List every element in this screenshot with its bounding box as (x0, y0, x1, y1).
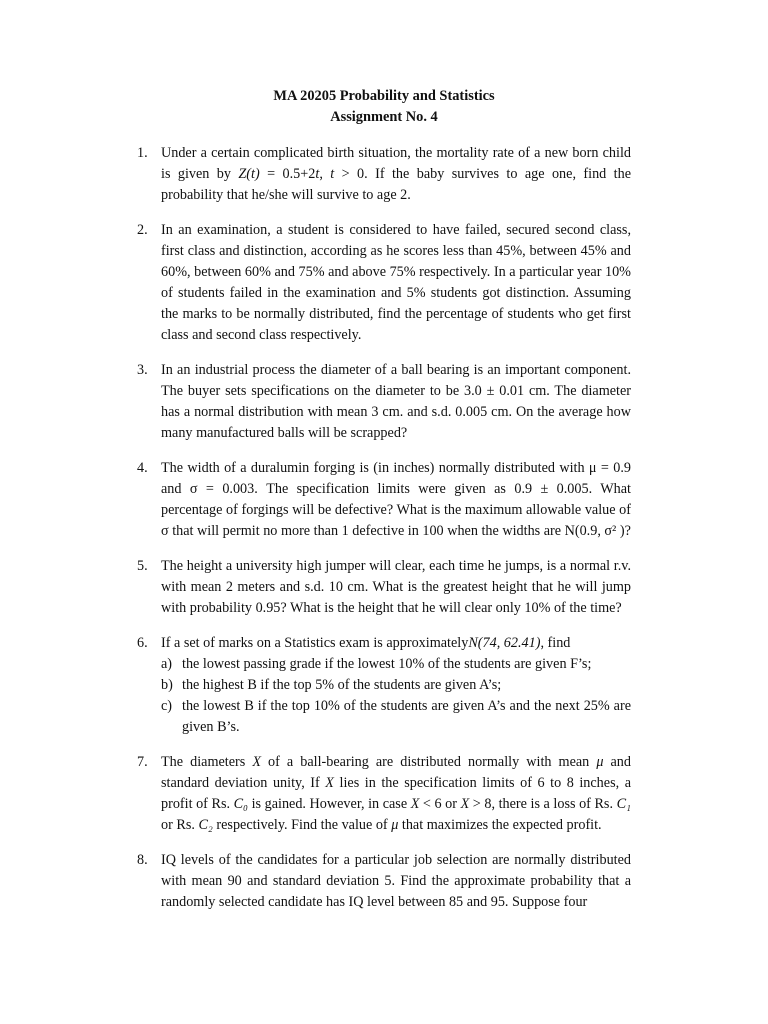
question-8 (137, 850, 631, 913)
question-number: 2. (137, 222, 148, 238)
question-text: Under a certain complicated birth situation, the mortality rate of a new born child is given by Z(t) = 0.5+2t, t > 0. If the baby survives to age one, find the probability that he/she will survive to age 2. (161, 145, 632, 203)
question-text: The diameters X of a ball-bearing are distributed normally with mean μ and standard deviation unity, If X lies in the specification limits of 6 to 8 inches, a profit of Rs. C₀ is gained. However, in case X < 6 or X > 8, there is a loss of Rs. C₁ or Rs. C₂ respectively. Find the value of μ that maximizes the expected profit. (161, 754, 631, 833)
course-title: MA 20205 Probability and Statistics (273, 88, 495, 104)
question-number: 6. (137, 635, 148, 651)
question-text: In an examination, a student is considered to have failed, secured second class, first class and distinction, according as he scores less than 45%, between 45% and 60%, between 60% and 75% and above 75% respectively. In a particular year 10% of students failed in the examination and 5% students got distinction. Assuming the marks to be normally distributed, find the percentage of students who get first class and second class respectively. (161, 222, 631, 343)
question-number: 3. (137, 362, 148, 378)
sub-question-text: the highest B if the top 5% of the students are given A’s; (182, 677, 502, 693)
question-text: IQ levels of the candidates for a particular job selection are normally distributed with mean 90 and standard deviation 5. Find the approximate probability that a randomly selected candidate has IQ level between 85 and 95. Suppose four (161, 852, 631, 910)
question-text: The height a university high jumper will clear, each time he jumps, is a normal r.v. with mean 2 meters and s.d. 10 cm. What is the greatest height that he will jump with probability 0.95? What is the height that he will clear only 10% of the time? (161, 558, 631, 616)
assignment-title: Assignment No. 4 (330, 109, 438, 125)
question-7 (137, 752, 631, 836)
question-6 (137, 633, 631, 738)
question-2 (137, 220, 631, 346)
question-number: 7. (137, 754, 148, 770)
document-header (0, 86, 768, 128)
question-text: If a set of marks on a Statistics exam is approximatelyN(74, 62.41), find (161, 635, 571, 651)
sub-question-text: the lowest B if the top 10% of the students are given A’s and the next 25% are given B’s. (182, 698, 631, 735)
sub-question-label: c) (161, 698, 173, 714)
question-text: The width of a duralumin forging is (in inches) normally distributed with μ = 0.9 and σ = 0.003. The specification limits were given as 0.9 ± 0.005. What percentage of forgings will be defective? What is the maximum allowable value of σ that will permit no more than 1 defective in 100 when the widths are N(0.9, σ² )? (161, 460, 631, 539)
question-number: 1. (137, 145, 148, 161)
question-5 (137, 556, 631, 619)
sub-question-text: the lowest passing grade if the lowest 10% of the students are given F’s; (182, 656, 592, 672)
sub-question-label: b) (161, 677, 173, 693)
question-number: 5. (137, 558, 148, 574)
sub-question-label: a) (161, 656, 173, 672)
question-1 (137, 143, 631, 206)
question-text: In an industrial process the diameter of a ball bearing is an important component. The buyer sets specifications on the diameter to be 3.0 ± 0.01 cm. The diameter has a normal distribution with mean 3 cm. and s.d. 0.005 cm. On the average how many manufactured balls will be scrapped? (161, 362, 631, 441)
question-number: 4. (137, 460, 148, 476)
sub-question-a (161, 654, 631, 675)
sub-question-c (161, 696, 631, 738)
question-number: 8. (137, 852, 148, 868)
question-3 (137, 360, 631, 444)
question-4 (137, 458, 631, 542)
sub-question-b (161, 675, 631, 696)
question-list (137, 143, 631, 927)
